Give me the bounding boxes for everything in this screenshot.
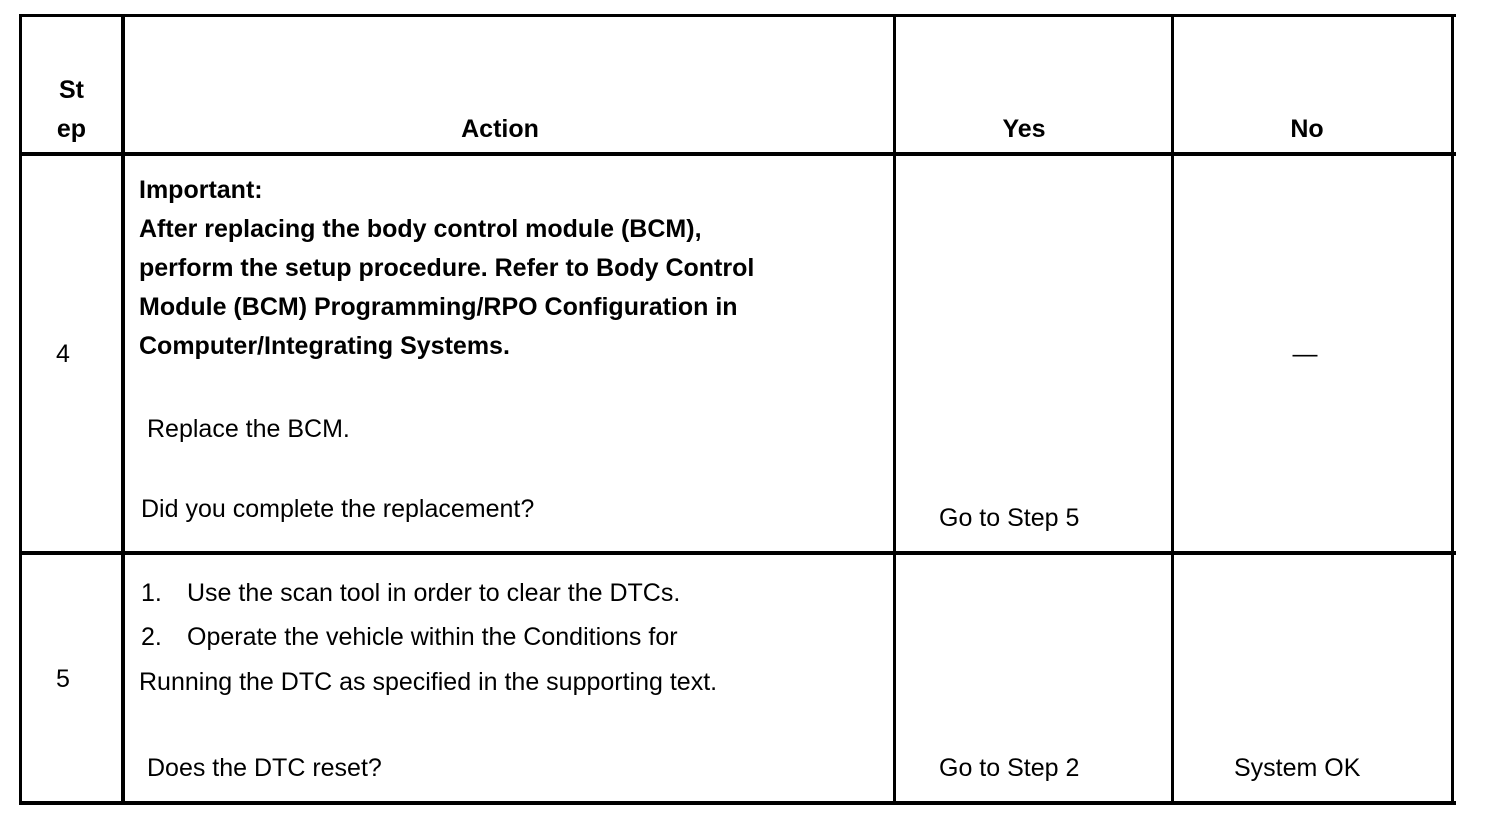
header-yes: Yes bbox=[1002, 115, 1046, 143]
header-action: Action bbox=[461, 115, 539, 143]
important-note-line: Computer/Integrating Systems. bbox=[139, 332, 510, 360]
header-step-line2: ep bbox=[56, 115, 87, 143]
list-item-text: Use the scan tool in order to clear the DTCs. bbox=[187, 579, 681, 607]
list-item-number: 2. bbox=[141, 623, 162, 651]
list-item-continuation: Running the DTC as specified in the supporting text. bbox=[139, 668, 718, 696]
step-number: 4 bbox=[56, 340, 70, 368]
table-bottom-border bbox=[19, 801, 1456, 805]
table-right-border bbox=[1451, 14, 1454, 805]
important-note-line: Module (BCM) Programming/RPO Configuration in bbox=[139, 293, 738, 321]
header-step-line1: St bbox=[59, 76, 84, 104]
header-no: No bbox=[1290, 115, 1324, 143]
yes-outcome: Go to Step 5 bbox=[939, 504, 1080, 532]
no-outcome: — bbox=[1292, 340, 1318, 368]
step-number: 5 bbox=[56, 665, 70, 693]
important-note-line: After replacing the body control module (BCM), bbox=[139, 215, 702, 243]
question-text: Does the DTC reset? bbox=[147, 754, 382, 782]
important-heading: Important: bbox=[139, 176, 263, 204]
table-top-border bbox=[19, 14, 1456, 17]
header-bottom-border bbox=[19, 152, 1456, 156]
list-item-text: Operate the vehicle within the Conditions for bbox=[187, 623, 678, 651]
important-note-line: perform the setup procedure. Refer to Body Control bbox=[139, 254, 755, 282]
yes-outcome: Go to Step 2 bbox=[939, 754, 1080, 782]
question-text: Did you complete the replacement? bbox=[141, 495, 535, 523]
instruction-text: Replace the BCM. bbox=[147, 415, 350, 443]
list-item-number: 1. bbox=[141, 579, 162, 607]
no-outcome: System OK bbox=[1234, 754, 1361, 782]
row-divider bbox=[19, 551, 1456, 555]
